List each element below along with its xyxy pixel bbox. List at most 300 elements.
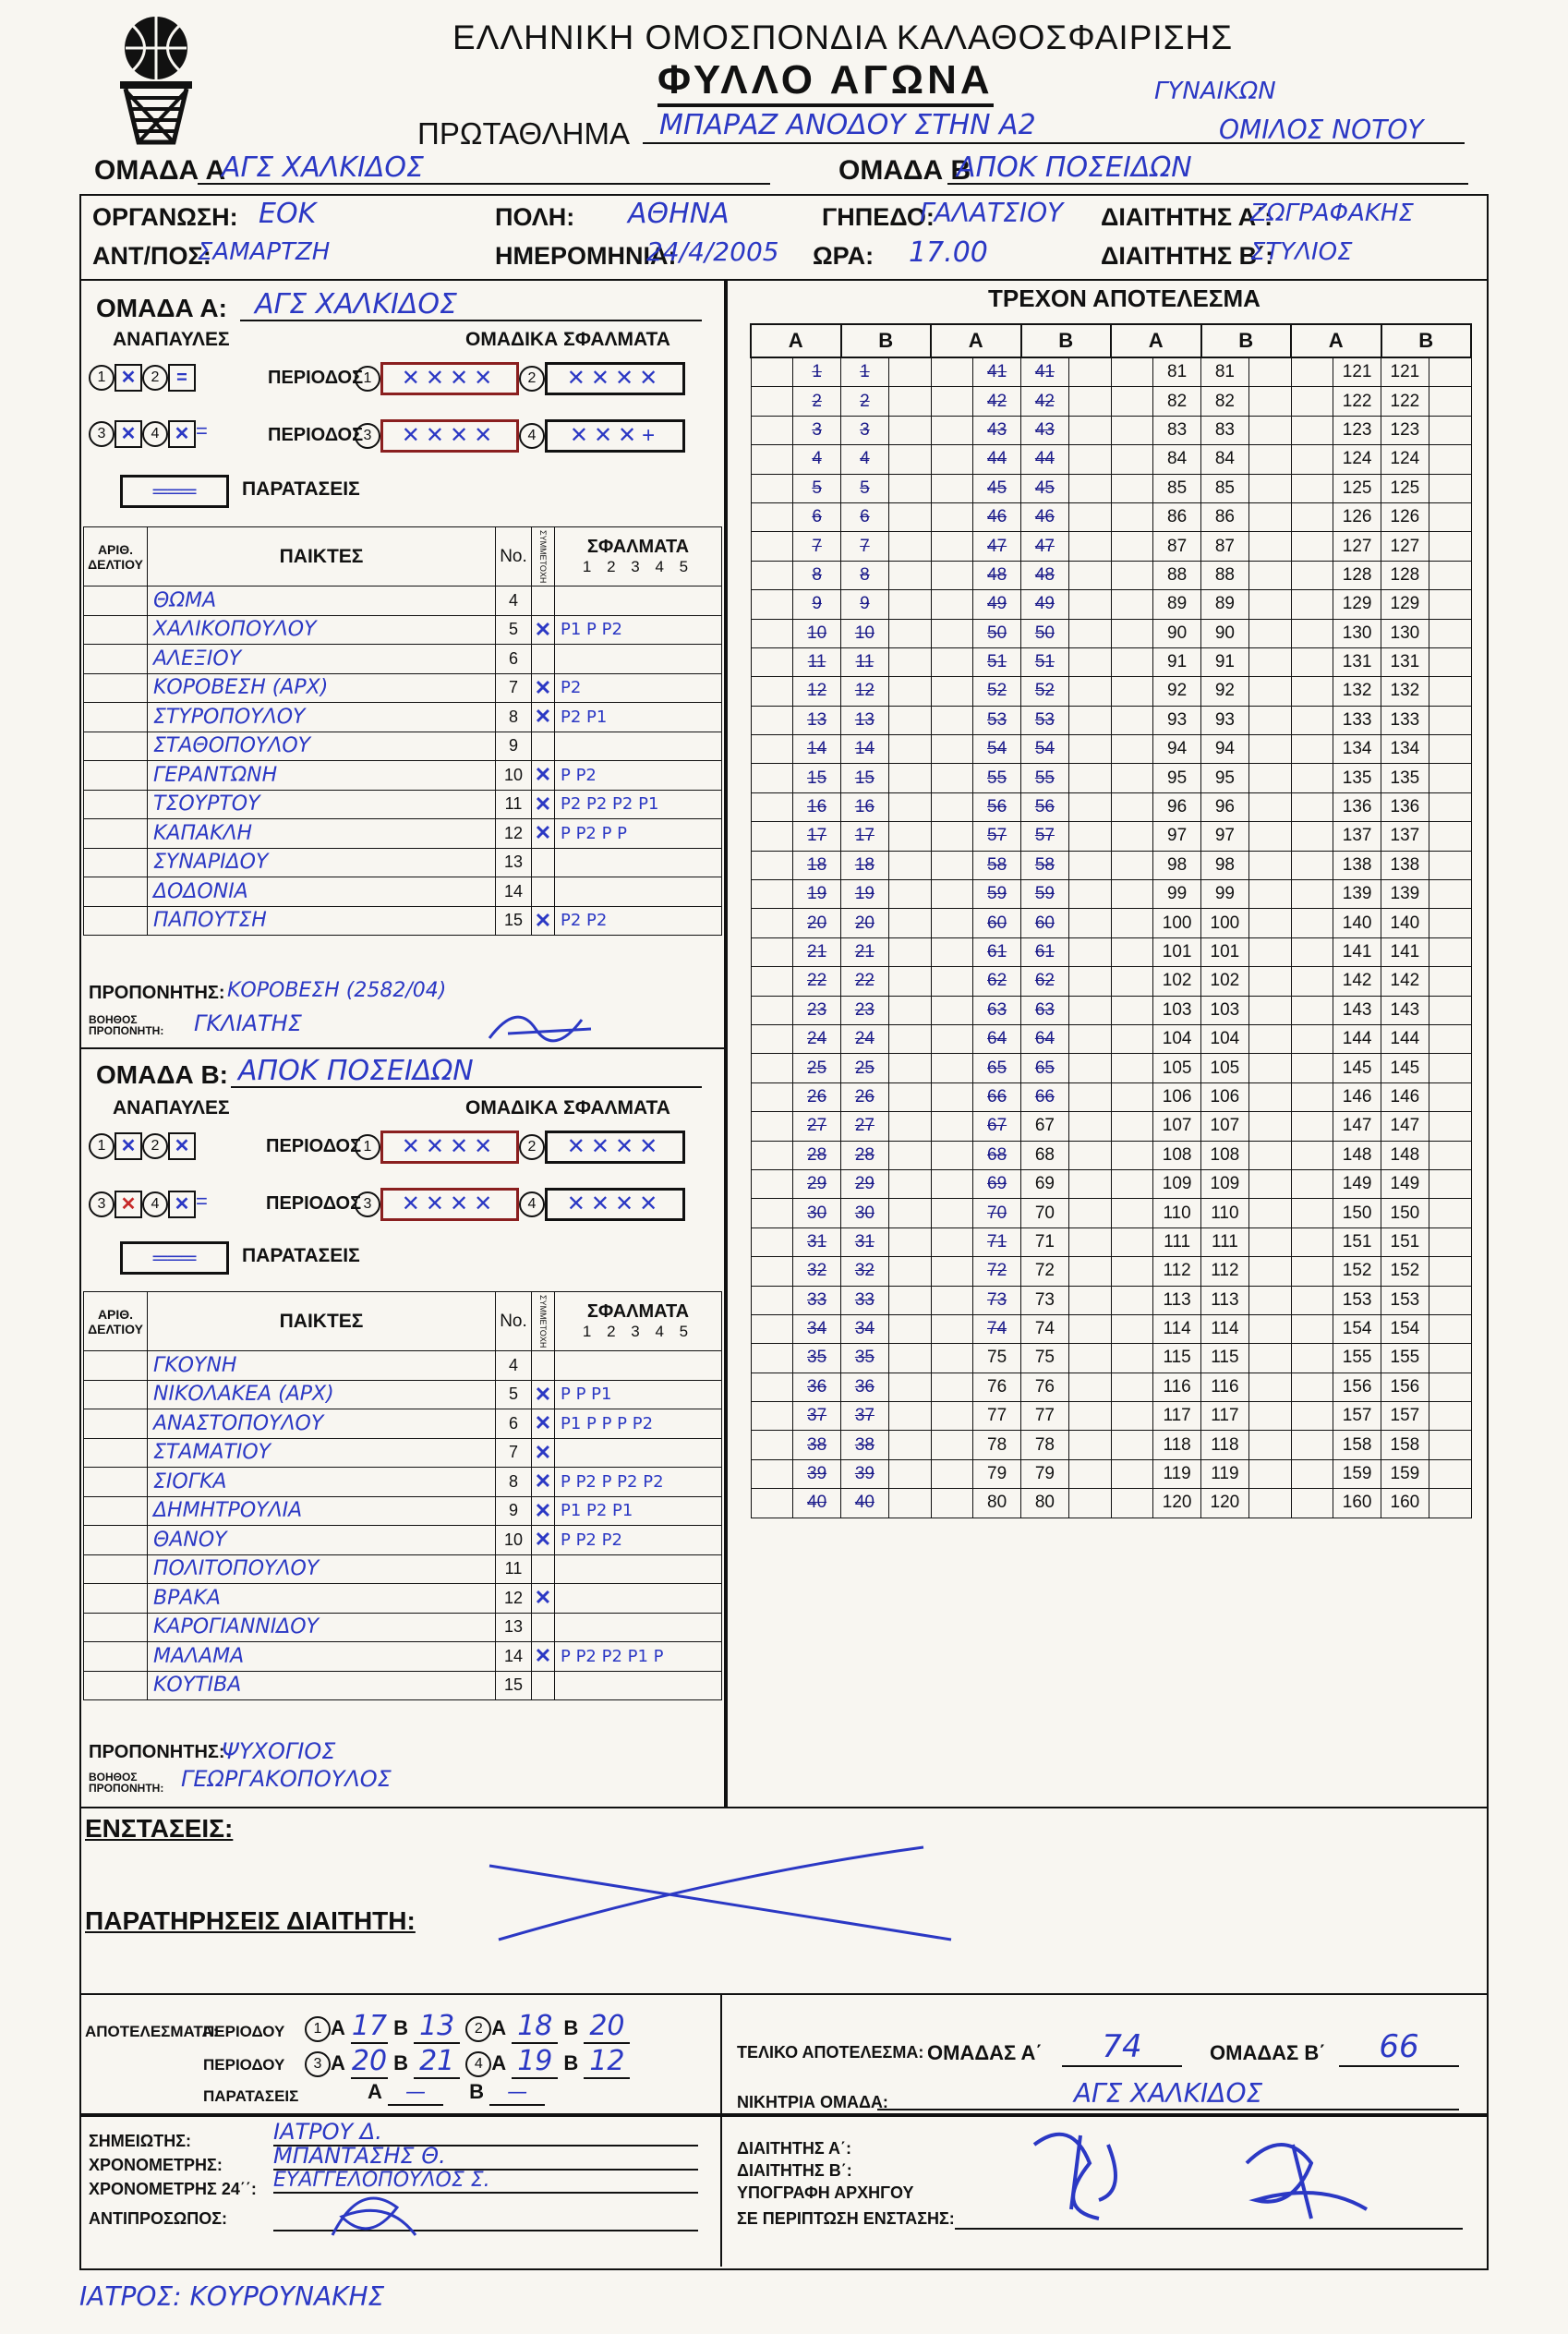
score-number-a: 68 — [973, 1141, 1021, 1169]
player-name: ΚΟΥΤΙΒΑ — [148, 1671, 496, 1700]
score-row — [751, 1286, 1471, 1314]
jersey-cell — [84, 1380, 148, 1409]
fouls-nums: 1 2 3 4 5 — [582, 557, 694, 575]
player-number: 14 — [496, 1642, 532, 1672]
championship-value: ΜΠΑΡΑΖ ΑΝΟΔΟΥ ΣΤΗΝ Α2 — [659, 109, 1036, 141]
score-mark-a — [1111, 822, 1153, 851]
score-number-a: 130 — [1333, 619, 1381, 647]
final-score-b: 66 — [1339, 2028, 1459, 2067]
score-number-b: 17 — [841, 822, 889, 851]
score-mark-a — [1291, 647, 1333, 676]
score-number-a: 52 — [973, 677, 1021, 706]
score-number-b: 65 — [1021, 1054, 1069, 1082]
score-mark-a — [931, 1431, 973, 1459]
score-mark-b — [1068, 357, 1111, 387]
score-mark-b — [1429, 416, 1471, 444]
ref-a-value: ΖΩΓΡΑΦΑΚΗΣ — [1250, 200, 1414, 227]
score-mark-b — [1248, 1257, 1291, 1286]
sheet-title: ΦΥΛΛΟ ΑΓΩΝΑ — [657, 57, 994, 107]
player-fouls: P P2 P P2 P2 — [555, 1468, 722, 1497]
players-col-header: ΠΑΙΚΤΕΣ — [148, 527, 496, 587]
score-mark-b — [1429, 1286, 1471, 1314]
score-mark-b — [888, 1431, 931, 1459]
score-number-b: 6 — [841, 502, 889, 531]
score-number-a: 10 — [793, 619, 841, 647]
score-number-a: 65 — [973, 1054, 1021, 1082]
score-number-b: 127 — [1381, 532, 1429, 561]
team-a-coach-value: ΚΟΡΟΒΕΣΗ (2582/04) — [227, 979, 447, 1002]
score-number-a: 26 — [793, 1082, 841, 1111]
player-fouls: P2 — [555, 673, 722, 703]
score-number-a: 41 — [973, 357, 1021, 387]
score-row — [751, 909, 1471, 937]
score-number-a: 5 — [793, 474, 841, 502]
score-number-b: 101 — [1201, 937, 1249, 966]
score-number-a: 40 — [793, 1489, 841, 1518]
score-number-b: 69 — [1021, 1169, 1069, 1198]
score-number-b: 150 — [1381, 1199, 1429, 1227]
referee-b-label: ΔΙΑΙΤΗΤΗΣ Β΄: — [737, 2161, 852, 2180]
jersey-cell — [84, 761, 148, 791]
player-number: 10 — [496, 761, 532, 791]
score-number-a: 113 — [1153, 1286, 1201, 1314]
score-mark-a — [931, 677, 973, 706]
score-col-a-header: Α — [1111, 324, 1201, 357]
entered-col-header: ΣΥΜΜΕΤΟΧΗ — [532, 1292, 555, 1351]
score-number-b: 141 — [1381, 937, 1429, 966]
player-fouls: P P2 P2 P1 P — [555, 1642, 722, 1672]
score-mark-b — [1068, 647, 1111, 676]
score-number-b: 28 — [841, 1141, 889, 1169]
score-mark-a — [1111, 1082, 1153, 1111]
score-mark-a — [931, 996, 973, 1024]
team-a-timeouts-row1: 1 ✕ 2 = — [89, 364, 196, 392]
score-number-a: 38 — [793, 1431, 841, 1459]
score-mark-a — [1291, 1024, 1333, 1053]
player-fouls: P P2 P2 — [555, 1526, 722, 1555]
score-mark-a — [931, 735, 973, 764]
score-number-a: 152 — [1333, 1257, 1381, 1286]
running-score-table — [750, 323, 1472, 1518]
score-number-a: 30 — [793, 1199, 841, 1227]
score-mark-a — [1111, 1489, 1153, 1518]
score-mark-b — [888, 1054, 931, 1082]
score-col-a-header: Α — [1291, 324, 1381, 357]
score-mark-a — [931, 445, 973, 474]
score-mark-a — [1111, 677, 1153, 706]
score-mark-a — [1111, 647, 1153, 676]
score-mark-a — [1291, 1314, 1333, 1343]
score-mark-b — [888, 1199, 931, 1227]
score-number-b: 128 — [1381, 561, 1429, 589]
score-mark-b — [1248, 851, 1291, 879]
entered-mark: ✕ — [532, 1526, 555, 1555]
score-number-a: 100 — [1153, 909, 1201, 937]
player-fouls: P2 P2 — [555, 906, 722, 936]
score-number-b: 148 — [1381, 1141, 1429, 1169]
score-mark-a — [751, 619, 793, 647]
team-b-fouls-p1: 1 ✕✕✕✕ 2 ✕✕✕✕ — [355, 1131, 685, 1164]
score-number-a: 149 — [1333, 1169, 1381, 1198]
score-mark-b — [1068, 619, 1111, 647]
team-b-panel-label: ΟΜΑΔΑ Β: — [96, 1060, 228, 1089]
team-a-assistant-value: ΓΚΛΙΑΤΗΣ — [194, 1010, 302, 1036]
player-fouls: P1 P P P P2 — [555, 1409, 722, 1439]
player-name: ΔΗΜΗΤΡΟΥΛΙΑ — [148, 1496, 496, 1526]
footer-note: ΙΑΤΡΟΣ: ΚΟΥΡΟΥΝΑΚΗΣ — [79, 2281, 385, 2312]
score-number-a: 93 — [1153, 706, 1201, 734]
score-mark-b — [1429, 1431, 1471, 1459]
score-mark-a — [1291, 619, 1333, 647]
jersey-cell — [84, 1671, 148, 1700]
score-number-b: 117 — [1201, 1402, 1249, 1431]
player-name: ΠΟΛΙΤΟΠΟΥΛΟΥ — [148, 1554, 496, 1584]
score-number-a: 140 — [1333, 909, 1381, 937]
score-number-a: 103 — [1153, 996, 1201, 1024]
score-mark-b — [1068, 532, 1111, 561]
score-row — [751, 996, 1471, 1024]
team-b-players-table — [83, 1291, 722, 1700]
score-mark-a — [751, 445, 793, 474]
no-col-header: No. — [496, 527, 532, 587]
score-number-b: 89 — [1201, 590, 1249, 619]
score-mark-b — [1248, 474, 1291, 502]
score-mark-b — [1429, 387, 1471, 416]
score-row — [751, 357, 1471, 387]
score-number-b: 98 — [1201, 851, 1249, 879]
score-mark-a — [1111, 1314, 1153, 1343]
q2-b: 20 — [584, 2010, 630, 2044]
score-number-a: 148 — [1333, 1141, 1381, 1169]
team-a-period-1-label: ΠΕΡΙΟΔΟΣ — [268, 368, 364, 388]
player-number: 12 — [496, 819, 532, 849]
score-mark-a — [1111, 1199, 1153, 1227]
score-mark-b — [1248, 1169, 1291, 1198]
score-number-a: 151 — [1333, 1227, 1381, 1256]
score-number-b: 125 — [1381, 474, 1429, 502]
player-name: ΣΤΑΜΑΤΙΟΥ — [148, 1438, 496, 1468]
score-mark-a — [1291, 1169, 1333, 1198]
score-mark-b — [888, 735, 931, 764]
score-col-b-header: Β — [1201, 324, 1292, 357]
court-label: ΓΗΠΕΔΟ: — [822, 203, 935, 231]
score-number-b: 35 — [841, 1344, 889, 1373]
player-row — [84, 1671, 722, 1700]
score-mark-a — [751, 937, 793, 966]
entered-mark: ✕ — [532, 761, 555, 791]
player-row — [84, 1554, 722, 1584]
score-number-a: 23 — [793, 996, 841, 1024]
score-mark-b — [1068, 474, 1111, 502]
score-number-a: 11 — [793, 647, 841, 676]
score-mark-a — [931, 1489, 973, 1518]
score-mark-a — [1111, 1373, 1153, 1401]
score-mark-a — [931, 561, 973, 589]
score-number-a: 28 — [793, 1141, 841, 1169]
jersey-cell — [84, 587, 148, 616]
score-mark-b — [1429, 764, 1471, 792]
score-mark-a — [751, 1141, 793, 1169]
player-number: 4 — [496, 1351, 532, 1381]
score-mark-a — [1111, 619, 1153, 647]
score-mark-a — [1291, 1199, 1333, 1227]
player-row — [84, 1351, 722, 1381]
score-number-a: 56 — [973, 792, 1021, 821]
referee-signatures — [1016, 2108, 1404, 2242]
score-mark-b — [1429, 532, 1471, 561]
score-mark-a — [931, 792, 973, 821]
score-mark-a — [1291, 1344, 1333, 1373]
team-a-assistant-label: ΒΟΗΘΟΣ ΠΡΟΠΟΝΗΤΗ: — [89, 1013, 164, 1037]
score-mark-b — [1068, 561, 1111, 589]
score-mark-a — [751, 1373, 793, 1401]
player-fouls — [555, 645, 722, 674]
score-mark-a — [1291, 996, 1333, 1024]
score-row — [751, 1082, 1471, 1111]
score-mark-a — [1291, 561, 1333, 589]
jersey-cell — [84, 1526, 148, 1555]
score-mark-a — [1111, 1227, 1153, 1256]
score-number-a: 104 — [1153, 1024, 1201, 1053]
score-number-b: 152 — [1381, 1257, 1429, 1286]
score-number-b: 80 — [1021, 1489, 1069, 1518]
player-row — [84, 587, 722, 616]
score-mark-a — [1291, 1112, 1333, 1141]
score-number-a: 64 — [973, 1024, 1021, 1053]
score-number-b: 85 — [1201, 474, 1249, 502]
jersey-cell — [84, 1496, 148, 1526]
score-mark-a — [931, 1402, 973, 1431]
score-mark-a — [751, 1257, 793, 1286]
score-mark-b — [1068, 1082, 1111, 1111]
score-mark-a — [751, 909, 793, 937]
jersey-cell — [84, 645, 148, 674]
score-mark-b — [1429, 357, 1471, 387]
score-mark-b — [1248, 1344, 1291, 1373]
score-mark-b — [1248, 967, 1291, 996]
score-mark-a — [1291, 822, 1333, 851]
score-number-b: 83 — [1201, 416, 1249, 444]
score-mark-a — [931, 764, 973, 792]
federation-logo — [118, 13, 194, 151]
score-number-b: 81 — [1201, 357, 1249, 387]
ref-b-label: ΔΙΑΙΤΗΤΗΣ Β΄: — [1101, 242, 1274, 270]
entered-mark: ✕ — [532, 1380, 555, 1409]
score-number-b: 93 — [1201, 706, 1249, 734]
player-number: 8 — [496, 703, 532, 732]
entered-mark: ✕ — [532, 1438, 555, 1468]
player-fouls — [555, 1554, 722, 1584]
score-mark-b — [1248, 619, 1291, 647]
score-number-b: 136 — [1381, 792, 1429, 821]
score-number-a: 73 — [973, 1286, 1021, 1314]
score-number-a: 84 — [1153, 445, 1201, 474]
score-row — [751, 1459, 1471, 1488]
fouls-col-header: ΣΦΑΛΜΑΤΑ — [586, 1300, 690, 1322]
timer24-label: ΧΡΟΝΟΜΕΤΡΗΣ 24΄΄: — [89, 2180, 257, 2198]
score-mark-a — [931, 1314, 973, 1343]
score-number-b: 41 — [1021, 357, 1069, 387]
score-mark-a — [1291, 1141, 1333, 1169]
player-fouls: P P P1 — [555, 1380, 722, 1409]
score-number-b: 102 — [1201, 967, 1249, 996]
player-row — [84, 732, 722, 761]
score-mark-b — [1429, 474, 1471, 502]
score-number-b: 137 — [1381, 822, 1429, 851]
score-mark-b — [1068, 1344, 1111, 1373]
jersey-cell — [84, 1351, 148, 1381]
player-name: ΓΚΟΥΝΗ — [148, 1351, 496, 1381]
score-mark-b — [888, 532, 931, 561]
score-number-a: 82 — [1153, 387, 1201, 416]
score-row — [751, 764, 1471, 792]
score-mark-a — [1291, 937, 1333, 966]
score-mark-b — [1429, 735, 1471, 764]
score-number-b: 116 — [1201, 1373, 1249, 1401]
score-number-b: 157 — [1381, 1402, 1429, 1431]
score-mark-a — [751, 647, 793, 676]
score-number-b: 110 — [1201, 1199, 1249, 1227]
score-mark-b — [1429, 1169, 1471, 1198]
score-mark-a — [1111, 387, 1153, 416]
score-mark-a — [1291, 880, 1333, 909]
team-b-score-label: ΟΜΑΔΑΣ Β΄ — [1210, 2041, 1326, 2064]
score-mark-b — [1429, 561, 1471, 589]
score-mark-b — [1248, 1199, 1291, 1227]
score-number-a: 14 — [793, 735, 841, 764]
score-number-b: 38 — [841, 1431, 889, 1459]
score-mark-a — [1111, 357, 1153, 387]
score-number-b: 24 — [841, 1024, 889, 1053]
score-mark-b — [1248, 909, 1291, 937]
city-label: ΠΟΛΗ: — [495, 203, 575, 231]
score-mark-a — [1111, 445, 1153, 474]
q3-row: 3 A 20 B 21 4 A 19 B 12 — [305, 2045, 630, 2079]
entered-mark: ✕ — [532, 615, 555, 645]
score-number-a: 120 — [1153, 1489, 1201, 1518]
player-row — [84, 1613, 722, 1642]
score-number-a: 87 — [1153, 532, 1201, 561]
team-b-timeouts-row1: 1 ✕ 2 ✕ — [89, 1132, 196, 1160]
score-number-a: 2 — [793, 387, 841, 416]
jersey-cell — [84, 703, 148, 732]
score-mark-a — [931, 1286, 973, 1314]
q1-b: 13 — [414, 2010, 460, 2044]
player-number: 8 — [496, 1468, 532, 1497]
score-mark-a — [931, 1199, 973, 1227]
representative-signature — [314, 2180, 425, 2258]
player-name: ΝΙΚΟΛΑΚΕΑ (ΑΡΧ) — [148, 1380, 496, 1409]
score-mark-b — [1068, 909, 1111, 937]
score-col-b-header: Β — [1381, 324, 1472, 357]
score-number-a: 74 — [973, 1314, 1021, 1343]
time-label: ΩΡΑ: — [813, 242, 874, 270]
score-number-b: 112 — [1201, 1257, 1249, 1286]
score-row — [751, 706, 1471, 734]
score-number-a: 133 — [1333, 706, 1381, 734]
score-number-b: 94 — [1201, 735, 1249, 764]
score-mark-a — [751, 996, 793, 1024]
score-mark-a — [1111, 590, 1153, 619]
jersey-cell — [84, 673, 148, 703]
score-number-b: 118 — [1201, 1431, 1249, 1459]
score-mark-a — [1111, 532, 1153, 561]
score-number-b: 39 — [841, 1459, 889, 1488]
score-number-b: 59 — [1021, 880, 1069, 909]
score-number-b: 12 — [841, 677, 889, 706]
score-mark-b — [1068, 967, 1111, 996]
score-mark-a — [1291, 1082, 1333, 1111]
jersey-col-header: ΑΡΙΘ. ΔΕΛΤΙΟΥ — [84, 527, 148, 587]
player-name: ΤΣΟΥΡΤΟΥ — [148, 790, 496, 819]
score-number-a: 35 — [793, 1344, 841, 1373]
score-number-b: 135 — [1381, 764, 1429, 792]
score-mark-b — [1068, 1227, 1111, 1256]
score-mark-a — [751, 706, 793, 734]
player-number: 15 — [496, 906, 532, 936]
score-col-b-header: Β — [841, 324, 932, 357]
score-mark-b — [888, 590, 931, 619]
score-number-b: 109 — [1201, 1169, 1249, 1198]
team-b-fouls-p3: 3 ✕✕✕✕ 4 ✕✕✕✕ — [355, 1188, 685, 1221]
score-mark-a — [931, 1227, 973, 1256]
score-number-b: 52 — [1021, 677, 1069, 706]
team-a-score-label: ΟΜΑΔΑΣ Α΄ — [927, 2041, 1043, 2064]
team-a-overtime-box: ═══ — [120, 475, 229, 508]
score-mark-a — [1291, 967, 1333, 996]
player-number: 9 — [496, 732, 532, 761]
jersey-col-header: ΑΡΙΘ. ΔΕΛΤΙΟΥ — [84, 1292, 148, 1351]
score-mark-b — [888, 1169, 931, 1198]
score-mark-b — [1429, 502, 1471, 531]
player-number: 13 — [496, 848, 532, 877]
score-mark-b — [888, 387, 931, 416]
score-mark-a — [1291, 1489, 1333, 1518]
score-number-b: 115 — [1201, 1344, 1249, 1373]
score-mark-b — [1429, 822, 1471, 851]
score-number-a: 45 — [973, 474, 1021, 502]
score-mark-a — [1111, 735, 1153, 764]
player-fouls: P2 P1 — [555, 703, 722, 732]
score-number-a: 24 — [793, 1024, 841, 1053]
player-row — [84, 819, 722, 849]
score-number-a: 99 — [1153, 880, 1201, 909]
score-mark-b — [1068, 735, 1111, 764]
score-number-a: 25 — [793, 1054, 841, 1082]
protests-label: ΕΝΣΤΑΣΕΙΣ: — [85, 1814, 234, 1843]
time-value: 17.00 — [909, 236, 988, 269]
score-number-b: 4 — [841, 445, 889, 474]
team-b-overtime-label: ΠΑΡΑΤΑΣΕΙΣ — [242, 1245, 360, 1266]
score-number-a: 69 — [973, 1169, 1021, 1198]
score-number-b: 123 — [1381, 416, 1429, 444]
score-number-b: 61 — [1021, 937, 1069, 966]
score-number-a: 67 — [973, 1112, 1021, 1141]
score-mark-b — [1429, 677, 1471, 706]
score-mark-b — [1248, 416, 1291, 444]
score-mark-a — [931, 532, 973, 561]
score-number-a: 58 — [973, 851, 1021, 879]
score-number-b: 31 — [841, 1227, 889, 1256]
score-number-b: 105 — [1201, 1054, 1249, 1082]
score-mark-a — [1111, 561, 1153, 589]
score-mark-a — [931, 1112, 973, 1141]
player-name: ΧΑΛΙΚΟΠΟΥΛΟΥ — [148, 615, 496, 645]
score-mark-a — [1291, 1054, 1333, 1082]
score-number-b: 139 — [1381, 880, 1429, 909]
score-mark-b — [888, 937, 931, 966]
player-name: ΣΤΑΘΟΠΟΥΛΟΥ — [148, 732, 496, 761]
